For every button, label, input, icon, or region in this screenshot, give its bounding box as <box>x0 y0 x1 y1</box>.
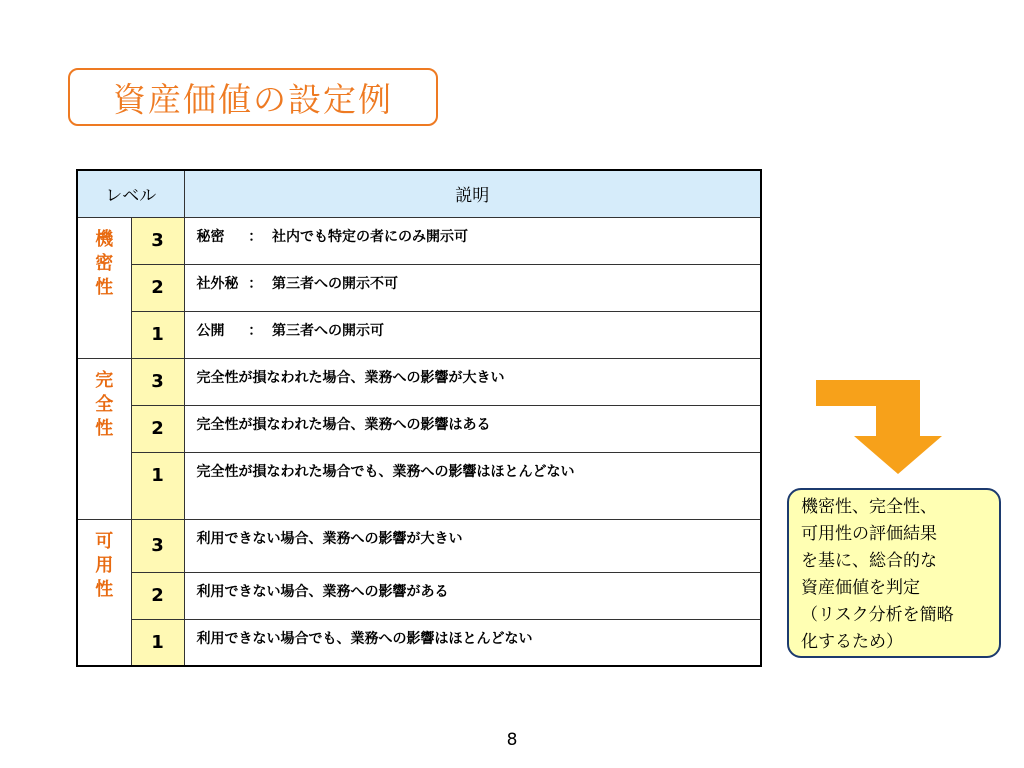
category-cell-confidentiality <box>77 217 131 358</box>
note-line: 可用性の評価結果 <box>801 524 937 544</box>
category-label: 完全性 <box>95 369 114 439</box>
level-cell: 1 <box>131 452 184 519</box>
title-box <box>68 68 438 126</box>
note-line: 資産価値を判定 <box>801 578 920 598</box>
arrow-shape <box>816 380 942 474</box>
description-cell: 秘密 ： 社内でも特定の者にのみ開示可 <box>184 217 761 264</box>
page-number: 8 <box>506 730 518 750</box>
category-cell-integrity <box>77 358 131 519</box>
table-row <box>77 572 761 619</box>
description-cell: 利用できない場合、業務への影響がある <box>184 572 761 619</box>
description-cell: 完全性が損なわれた場合、業務への影響が大きい <box>184 358 761 405</box>
table-row <box>77 405 761 452</box>
level-cell: 1 <box>131 311 184 358</box>
description-cell: 完全性が損なわれた場合でも、業務への影響はほとんどない <box>184 452 761 519</box>
description-cell: 利用できない場合でも、業務への影響はほとんどない <box>184 619 761 666</box>
bent-down-arrow-icon <box>816 380 946 476</box>
level-cell: 1 <box>131 619 184 666</box>
description-cell: 社外秘 ： 第三者への開示不可 <box>184 264 761 311</box>
table-row <box>77 264 761 311</box>
level-cell: 2 <box>131 405 184 452</box>
table-row <box>77 519 761 572</box>
page-title: 資産価値の設定例 <box>113 79 393 119</box>
note-line: 化するため） <box>801 632 903 652</box>
level-cell: 2 <box>131 572 184 619</box>
level-cell: 3 <box>131 519 184 572</box>
asset-value-table <box>76 169 762 667</box>
note-callout <box>787 488 1001 658</box>
table-row <box>77 452 761 519</box>
note-line: 機密性、完全性、 <box>801 497 937 517</box>
table-row <box>77 217 761 264</box>
note-line: （リスク分析を簡略 <box>801 605 954 625</box>
table-row <box>77 619 761 666</box>
level-cell: 3 <box>131 358 184 405</box>
description-cell: 利用できない場合、業務への影響が大きい <box>184 519 761 572</box>
level-cell: 2 <box>131 264 184 311</box>
description-header: 説明 <box>184 170 761 217</box>
note-line: を基に、総合的な <box>801 551 937 571</box>
description-cell: 完全性が損なわれた場合、業務への影響はある <box>184 405 761 452</box>
level-header: レベル <box>77 170 184 217</box>
category-cell-availability <box>77 519 131 666</box>
table-header-row <box>77 170 761 217</box>
table-row <box>77 358 761 405</box>
category-label: 可用性 <box>95 530 114 600</box>
table-row <box>77 311 761 358</box>
description-cell: 公開 ： 第三者への開示可 <box>184 311 761 358</box>
category-label: 機密性 <box>95 228 114 298</box>
level-cell: 3 <box>131 217 184 264</box>
